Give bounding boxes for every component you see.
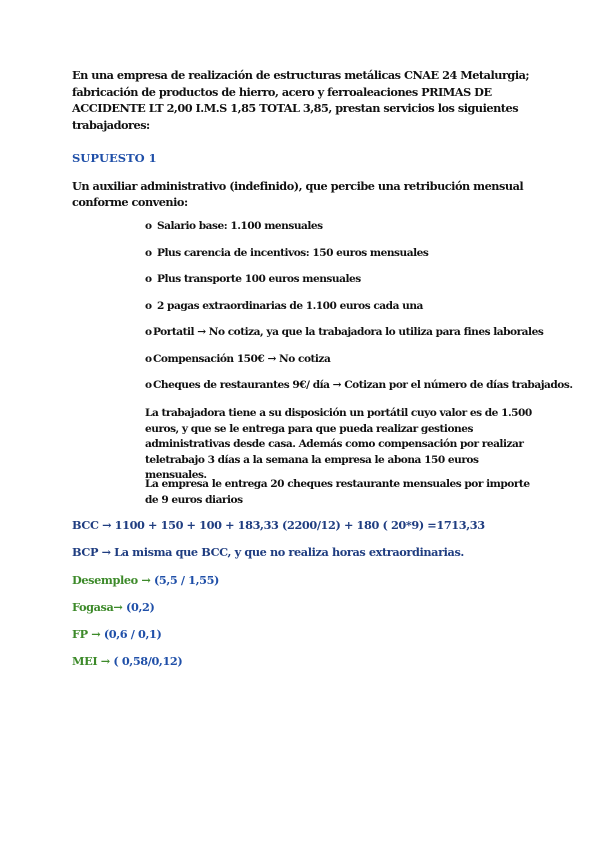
fp-value: (0,6 / 0,1): [103, 627, 162, 641]
bullet-icon: o: [145, 299, 152, 312]
fogasa-row: [72, 600, 154, 614]
bullet-icon: o: [145, 273, 152, 285]
fp-row: [72, 627, 161, 641]
bcc-formula: BCC → 1100 + 150 + 100 + 183,33 (2200/12) + 180 ( 20*9) =1713,33: [72, 518, 485, 532]
intro-paragraph: En una empresa de realización de estructuras metálicas CNAE 24 Metalurgia; fabricación de productos de hierro, acero y ferroaleaciones PRIMAS DE ACCIDENTE LT 2,00 I.M.S 1,85 TOTAL 3,85, prestan servicios los siguientes trabajadores:: [72, 68, 530, 132]
list-item: [145, 351, 540, 378]
bullet-icon: o: [145, 220, 152, 232]
list-item: [145, 271, 540, 298]
list-item-text: 2 pagas extraordinarias de 1.100 euros cada una: [157, 299, 423, 312]
desempleo-value: (5,5 / 1,55): [153, 573, 219, 587]
list-item: [145, 324, 544, 351]
section-heading: SUPUESTO 1: [72, 151, 157, 165]
list-item-text: Compensación 150€ → No cotiza: [153, 352, 331, 365]
worker-description: Un auxiliar administrativo (indefinido), que percibe una retribución mensual conforme convenio:: [72, 179, 524, 209]
list-item-text: Cheques de restaurantes 9€/ día → Cotizan por el número de días trabajados.: [153, 379, 573, 391]
mei-label: MEI →: [72, 654, 114, 668]
list-item: [145, 218, 540, 245]
mei-value: ( 0,58/0,12): [113, 654, 183, 668]
mei-row: [72, 654, 182, 668]
list-item-text: Plus carencia de incentivos: 150 euros mensuales: [157, 246, 429, 259]
desempleo-label: Desempleo →: [72, 573, 154, 587]
bullet-icon: o: [145, 379, 152, 391]
desempleo-row: [72, 573, 219, 587]
bullet-icon: o: [145, 352, 152, 365]
laptop-note: La trabajadora tiene a su disposición un portátil cuyo valor es de 1.500 euros, y que se le entrega para que pueda realizar gestiones administrativas desde casa. Además como compensación por realizar teletrabajo 3 días a la semana la empresa le abona 150 euros mensuales.: [145, 407, 532, 482]
salary-items-list: [145, 218, 573, 404]
list-item-text: Portatil → No cotiza, ya que la trabajadora lo utiliza para fines laborales: [153, 326, 544, 338]
meal-vouchers-note: La empresa le entrega 20 cheques restaurante mensuales por importe de 9 euros diarios: [145, 478, 530, 506]
bullet-icon: o: [145, 326, 152, 338]
list-item-text: Plus transporte 100 euros mensuales: [157, 273, 361, 285]
bcp-formula: BCP → La misma que BCC, y que no realiza horas extraordinarias.: [72, 545, 464, 559]
fogasa-value: (0,2): [126, 600, 155, 614]
list-item: [145, 377, 573, 404]
list-item: [145, 245, 540, 272]
list-item: [145, 298, 540, 325]
list-item-text: Salario base: 1.100 mensuales: [157, 220, 323, 232]
bullet-icon: o: [145, 246, 152, 259]
fogasa-label: Fogasa→: [72, 600, 127, 614]
fp-label: FP →: [72, 627, 104, 641]
